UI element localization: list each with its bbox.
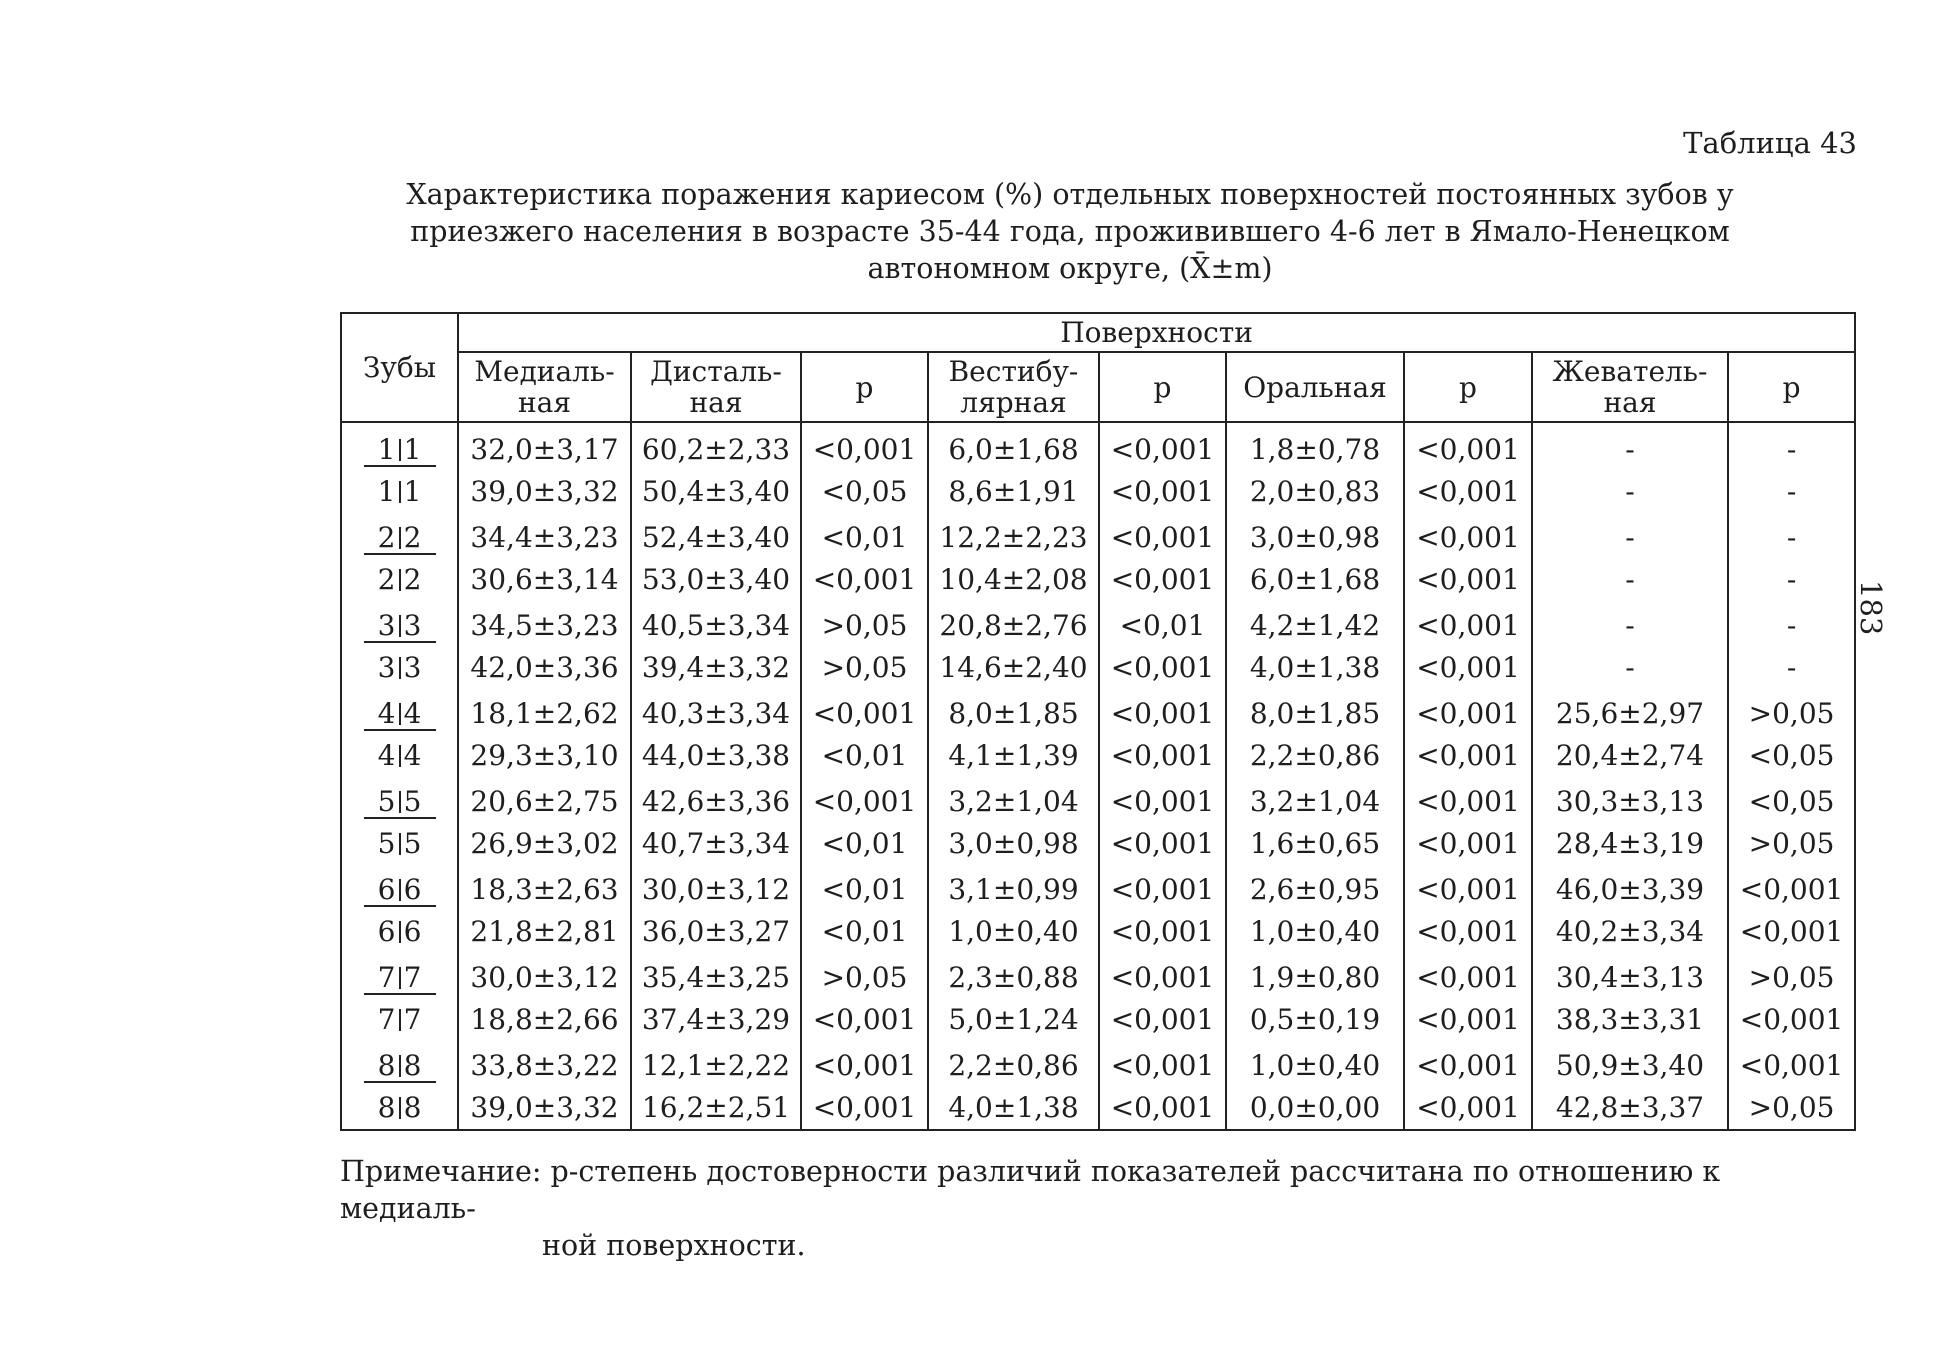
value-cell: 30,0±3,12 — [458, 953, 631, 999]
value-cell: 3,2±1,04 — [1226, 777, 1404, 823]
tooth-number-left: 5 — [377, 827, 396, 860]
value-cell: <0,001 — [801, 999, 928, 1041]
column-header: p — [1099, 352, 1226, 422]
tooth-notation — [364, 1051, 436, 1083]
value-cell: >0,05 — [801, 601, 928, 647]
value-cell: 30,0±3,12 — [631, 865, 801, 911]
tooth-notation — [364, 523, 436, 555]
value-cell: 60,2±2,33 — [631, 422, 801, 471]
value-cell: <0,001 — [1404, 735, 1532, 777]
tooth-number-right: 1 — [403, 475, 422, 508]
tooth-notation — [378, 917, 422, 947]
tooth-number-right: 8 — [403, 1091, 422, 1124]
value-cell: 1,9±0,80 — [1226, 953, 1404, 999]
tooth-notation — [364, 435, 436, 467]
value-cell: <0,001 — [1099, 513, 1226, 559]
value-cell: - — [1532, 601, 1728, 647]
value-cell: 42,0±3,36 — [458, 647, 631, 689]
table-row — [341, 999, 1855, 1041]
value-cell: <0,05 — [1728, 777, 1855, 823]
midline-divider — [399, 657, 401, 679]
value-cell: 26,9±3,02 — [458, 823, 631, 865]
tooth-notation — [378, 741, 422, 771]
midline-divider — [399, 791, 401, 813]
value-cell: 25,6±2,97 — [1532, 689, 1728, 735]
midline-divider — [399, 745, 401, 767]
value-cell: <0,05 — [801, 471, 928, 513]
column-header: Дисталь- ная — [631, 352, 801, 422]
value-cell: 33,8±3,22 — [458, 1041, 631, 1087]
value-cell: 42,6±3,36 — [631, 777, 801, 823]
value-cell: >0,05 — [1728, 1087, 1855, 1130]
value-cell: <0,001 — [801, 689, 928, 735]
table-row — [341, 777, 1855, 823]
value-cell: <0,001 — [1099, 777, 1226, 823]
value-cell: 46,0±3,39 — [1532, 865, 1728, 911]
tooth-number-right: 2 — [403, 521, 422, 554]
table-title: Характеристика поражения кариесом (%) отдельных поверхностей постоянных зубов у приезжего населения в возрасте 35-44 года, проживившего 4-6 лет в Ямало-Ненецком автономном округе, (X̄±m) — [406, 178, 1734, 285]
table-label: Таблица 43 — [1683, 126, 1857, 160]
tooth-number-left: 1 — [377, 433, 396, 466]
value-cell: 1,8±0,78 — [1226, 422, 1404, 471]
table-row — [341, 601, 1855, 647]
value-cell: 40,2±3,34 — [1532, 911, 1728, 953]
value-cell: 18,3±2,63 — [458, 865, 631, 911]
value-cell: <0,001 — [1404, 777, 1532, 823]
tooth-notation — [378, 653, 422, 683]
midline-divider — [399, 967, 401, 989]
midline-divider — [399, 703, 401, 725]
value-cell: - — [1532, 422, 1728, 471]
tooth-number-right: 5 — [403, 827, 422, 860]
value-cell: 4,2±1,42 — [1226, 601, 1404, 647]
value-cell: 18,8±2,66 — [458, 999, 631, 1041]
tooth-notation — [378, 829, 422, 859]
value-cell: <0,01 — [1099, 601, 1226, 647]
tooth-cell — [341, 823, 458, 865]
tooth-cell — [341, 777, 458, 823]
tooth-number-right: 3 — [403, 609, 422, 642]
note-text-line1: р-степень достоверности различий показателей рассчитана по отношению к медиаль- — [340, 1155, 1721, 1225]
value-cell: 16,2±2,51 — [631, 1087, 801, 1130]
value-cell: <0,001 — [1099, 953, 1226, 999]
tooth-cell — [341, 513, 458, 559]
tooth-number-left: 5 — [377, 785, 396, 818]
value-cell: 30,3±3,13 — [1532, 777, 1728, 823]
tooth-notation — [364, 963, 436, 995]
value-cell: 12,1±2,22 — [631, 1041, 801, 1087]
column-header: Жеватель- ная — [1532, 352, 1728, 422]
value-cell: 39,4±3,32 — [631, 647, 801, 689]
value-cell: >0,05 — [801, 953, 928, 999]
column-header: Оральная — [1226, 352, 1404, 422]
value-cell: - — [1728, 471, 1855, 513]
tooth-cell — [341, 689, 458, 735]
value-cell: 50,4±3,40 — [631, 471, 801, 513]
tooth-number-left: 2 — [377, 563, 396, 596]
table-row — [341, 513, 1855, 559]
value-cell: <0,001 — [1099, 1087, 1226, 1130]
value-cell: - — [1728, 422, 1855, 471]
tooth-notation — [378, 1005, 422, 1035]
midline-divider — [399, 439, 401, 461]
value-cell: 4,0±1,38 — [928, 1087, 1099, 1130]
tooth-cell — [341, 735, 458, 777]
tooth-cell — [341, 559, 458, 601]
value-cell: - — [1532, 513, 1728, 559]
value-cell: <0,001 — [1099, 999, 1226, 1041]
column-header: p — [1728, 352, 1855, 422]
value-cell: - — [1728, 513, 1855, 559]
value-cell: <0,001 — [801, 777, 928, 823]
value-cell: 20,4±2,74 — [1532, 735, 1728, 777]
tooth-cell — [341, 1087, 458, 1130]
value-cell: 30,4±3,13 — [1532, 953, 1728, 999]
tooth-cell — [341, 999, 458, 1041]
tooth-cell — [341, 601, 458, 647]
tooth-number-left: 6 — [377, 915, 396, 948]
value-cell: 18,1±2,62 — [458, 689, 631, 735]
value-cell: 35,4±3,25 — [631, 953, 801, 999]
value-cell: 20,8±2,76 — [928, 601, 1099, 647]
midline-divider — [399, 1055, 401, 1077]
value-cell: <0,001 — [1099, 911, 1226, 953]
tooth-number-left: 1 — [377, 475, 396, 508]
note-text-line2: ной поверхности. — [542, 1229, 806, 1262]
tooth-notation — [364, 699, 436, 731]
tooth-number-right: 6 — [403, 873, 422, 906]
table-row — [341, 559, 1855, 601]
table-note — [340, 1153, 1860, 1264]
value-cell: 1,0±0,40 — [1226, 1041, 1404, 1087]
midline-divider — [399, 615, 401, 637]
value-cell: <0,05 — [1728, 735, 1855, 777]
tooth-number-left: 4 — [377, 739, 396, 772]
midline-divider — [399, 833, 401, 855]
value-cell: <0,001 — [1099, 559, 1226, 601]
value-cell: 21,8±2,81 — [458, 911, 631, 953]
value-cell: <0,01 — [801, 823, 928, 865]
value-cell: <0,001 — [1404, 1041, 1532, 1087]
tooth-number-right: 5 — [403, 785, 422, 818]
tooth-cell — [341, 422, 458, 471]
tooth-number-left: 3 — [377, 609, 396, 642]
value-cell: <0,001 — [801, 1087, 928, 1130]
value-cell: 29,3±3,10 — [458, 735, 631, 777]
tooth-notation — [378, 565, 422, 595]
table-row — [341, 471, 1855, 513]
value-cell: <0,001 — [801, 422, 928, 471]
tooth-cell — [341, 865, 458, 911]
value-cell: - — [1728, 601, 1855, 647]
value-cell: <0,001 — [1404, 1087, 1532, 1130]
value-cell: 34,5±3,23 — [458, 601, 631, 647]
value-cell: 38,3±3,31 — [1532, 999, 1728, 1041]
value-cell: <0,001 — [1404, 471, 1532, 513]
value-cell: 53,0±3,40 — [631, 559, 801, 601]
value-cell: <0,001 — [1404, 999, 1532, 1041]
value-cell: <0,001 — [801, 559, 928, 601]
table-row — [341, 735, 1855, 777]
value-cell: 4,1±1,39 — [928, 735, 1099, 777]
table-row — [341, 422, 1855, 471]
value-cell: <0,01 — [801, 513, 928, 559]
value-cell: 40,7±3,34 — [631, 823, 801, 865]
midline-divider — [399, 481, 401, 503]
value-cell: 3,0±0,98 — [928, 823, 1099, 865]
value-cell: 20,6±2,75 — [458, 777, 631, 823]
value-cell: <0,01 — [801, 735, 928, 777]
tooth-cell — [341, 471, 458, 513]
table-row — [341, 823, 1855, 865]
value-cell: 1,0±0,40 — [928, 911, 1099, 953]
table-row — [341, 647, 1855, 689]
tooth-number-right: 1 — [403, 433, 422, 466]
value-cell: 6,0±1,68 — [1226, 559, 1404, 601]
value-cell: 3,2±1,04 — [928, 777, 1099, 823]
caries-table — [340, 312, 1856, 1131]
value-cell: <0,001 — [1404, 911, 1532, 953]
value-cell: <0,001 — [1404, 689, 1532, 735]
value-cell: 3,1±0,99 — [928, 865, 1099, 911]
tooth-number-left: 2 — [377, 521, 396, 554]
value-cell: <0,001 — [1404, 559, 1532, 601]
tooth-number-left: 3 — [377, 651, 396, 684]
value-cell: - — [1532, 647, 1728, 689]
value-cell: 10,4±2,08 — [928, 559, 1099, 601]
value-cell: 39,0±3,32 — [458, 1087, 631, 1130]
value-cell: 28,4±3,19 — [1532, 823, 1728, 865]
value-cell: <0,001 — [1404, 823, 1532, 865]
column-header: p — [801, 352, 928, 422]
tooth-notation — [378, 477, 422, 507]
value-cell: 14,6±2,40 — [928, 647, 1099, 689]
value-cell: 40,5±3,34 — [631, 601, 801, 647]
value-cell: >0,05 — [801, 647, 928, 689]
value-cell: 3,0±0,98 — [1226, 513, 1404, 559]
table-row — [341, 911, 1855, 953]
midline-divider — [399, 1009, 401, 1031]
tooth-number-right: 4 — [403, 697, 422, 730]
value-cell: 42,8±3,37 — [1532, 1087, 1728, 1130]
value-cell: <0,001 — [1728, 999, 1855, 1041]
tooth-number-right: 7 — [403, 1003, 422, 1036]
value-cell: <0,001 — [1099, 823, 1226, 865]
tooth-notation — [364, 875, 436, 907]
value-cell: <0,001 — [1728, 1041, 1855, 1087]
surfaces-header: Поверхности — [458, 313, 1855, 352]
teeth-header: Зубы — [341, 313, 458, 422]
tooth-number-right: 4 — [403, 739, 422, 772]
value-cell: <0,001 — [1404, 601, 1532, 647]
value-cell: 2,2±0,86 — [928, 1041, 1099, 1087]
value-cell: - — [1532, 471, 1728, 513]
value-cell: 2,3±0,88 — [928, 953, 1099, 999]
table-row — [341, 689, 1855, 735]
tooth-number-right: 6 — [403, 915, 422, 948]
tooth-cell — [341, 953, 458, 999]
value-cell: 12,2±2,23 — [928, 513, 1099, 559]
tooth-cell — [341, 911, 458, 953]
value-cell: <0,001 — [1099, 1041, 1226, 1087]
value-cell: <0,01 — [801, 865, 928, 911]
column-header: Вестибу- лярная — [928, 352, 1099, 422]
table-row — [341, 865, 1855, 911]
midline-divider — [399, 569, 401, 591]
value-cell: 4,0±1,38 — [1226, 647, 1404, 689]
value-cell: >0,05 — [1728, 953, 1855, 999]
value-cell: 34,4±3,23 — [458, 513, 631, 559]
tooth-number-right: 3 — [403, 651, 422, 684]
midline-divider — [399, 1097, 401, 1119]
value-cell: 44,0±3,38 — [631, 735, 801, 777]
tooth-cell — [341, 1041, 458, 1087]
midline-divider — [399, 879, 401, 901]
value-cell: 6,0±1,68 — [928, 422, 1099, 471]
value-cell: 8,0±1,85 — [928, 689, 1099, 735]
value-cell: >0,05 — [1728, 689, 1855, 735]
value-cell: - — [1532, 559, 1728, 601]
page-number: 183 — [1854, 580, 1888, 636]
midline-divider — [399, 921, 401, 943]
tooth-notation — [364, 611, 436, 643]
column-header: Медиаль- ная — [458, 352, 631, 422]
value-cell: 5,0±1,24 — [928, 999, 1099, 1041]
value-cell: - — [1728, 559, 1855, 601]
tooth-number-left: 7 — [377, 961, 396, 994]
tooth-number-left: 4 — [377, 697, 396, 730]
value-cell: 52,4±3,40 — [631, 513, 801, 559]
value-cell: 40,3±3,34 — [631, 689, 801, 735]
tooth-number-left: 6 — [377, 873, 396, 906]
value-cell: 37,4±3,29 — [631, 999, 801, 1041]
value-cell: <0,001 — [1099, 689, 1226, 735]
value-cell: 32,0±3,17 — [458, 422, 631, 471]
table-body — [341, 422, 1855, 1130]
value-cell: 1,6±0,65 — [1226, 823, 1404, 865]
table-row — [341, 1087, 1855, 1130]
value-cell: 8,0±1,85 — [1226, 689, 1404, 735]
value-cell: 50,9±3,40 — [1532, 1041, 1728, 1087]
tooth-number-left: 7 — [377, 1003, 396, 1036]
value-cell: <0,001 — [1404, 647, 1532, 689]
tooth-number-right: 2 — [403, 563, 422, 596]
value-cell: >0,05 — [1728, 823, 1855, 865]
note-label: Примечание: — [340, 1155, 542, 1188]
table-row — [341, 1041, 1855, 1087]
value-cell: - — [1728, 647, 1855, 689]
value-cell: 30,6±3,14 — [458, 559, 631, 601]
value-cell: 39,0±3,32 — [458, 471, 631, 513]
header-row-group — [341, 313, 1855, 352]
tooth-number-right: 7 — [403, 961, 422, 994]
value-cell: <0,01 — [801, 911, 928, 953]
value-cell: 2,6±0,95 — [1226, 865, 1404, 911]
tooth-cell — [341, 647, 458, 689]
tooth-number-left: 8 — [377, 1049, 396, 1082]
value-cell: 2,2±0,86 — [1226, 735, 1404, 777]
tooth-notation — [378, 1093, 422, 1123]
value-cell: 36,0±3,27 — [631, 911, 801, 953]
table-row — [341, 953, 1855, 999]
value-cell: <0,001 — [1404, 513, 1532, 559]
value-cell: <0,001 — [1728, 865, 1855, 911]
column-header: p — [1404, 352, 1532, 422]
tooth-notation — [364, 787, 436, 819]
value-cell: 1,0±0,40 — [1226, 911, 1404, 953]
value-cell: <0,001 — [1099, 865, 1226, 911]
tooth-number-right: 8 — [403, 1049, 422, 1082]
value-cell: 0,0±0,00 — [1226, 1087, 1404, 1130]
value-cell: <0,001 — [801, 1041, 928, 1087]
midline-divider — [399, 527, 401, 549]
value-cell: <0,001 — [1404, 422, 1532, 471]
header-row-columns — [341, 352, 1855, 422]
value-cell: <0,001 — [1404, 865, 1532, 911]
value-cell: <0,001 — [1099, 422, 1226, 471]
value-cell: <0,001 — [1099, 471, 1226, 513]
value-cell: <0,001 — [1099, 735, 1226, 777]
value-cell: 8,6±1,91 — [928, 471, 1099, 513]
value-cell: 0,5±0,19 — [1226, 999, 1404, 1041]
value-cell: <0,001 — [1728, 911, 1855, 953]
tooth-number-left: 8 — [377, 1091, 396, 1124]
value-cell: 2,0±0,83 — [1226, 471, 1404, 513]
value-cell: <0,001 — [1404, 953, 1532, 999]
value-cell: <0,001 — [1099, 647, 1226, 689]
